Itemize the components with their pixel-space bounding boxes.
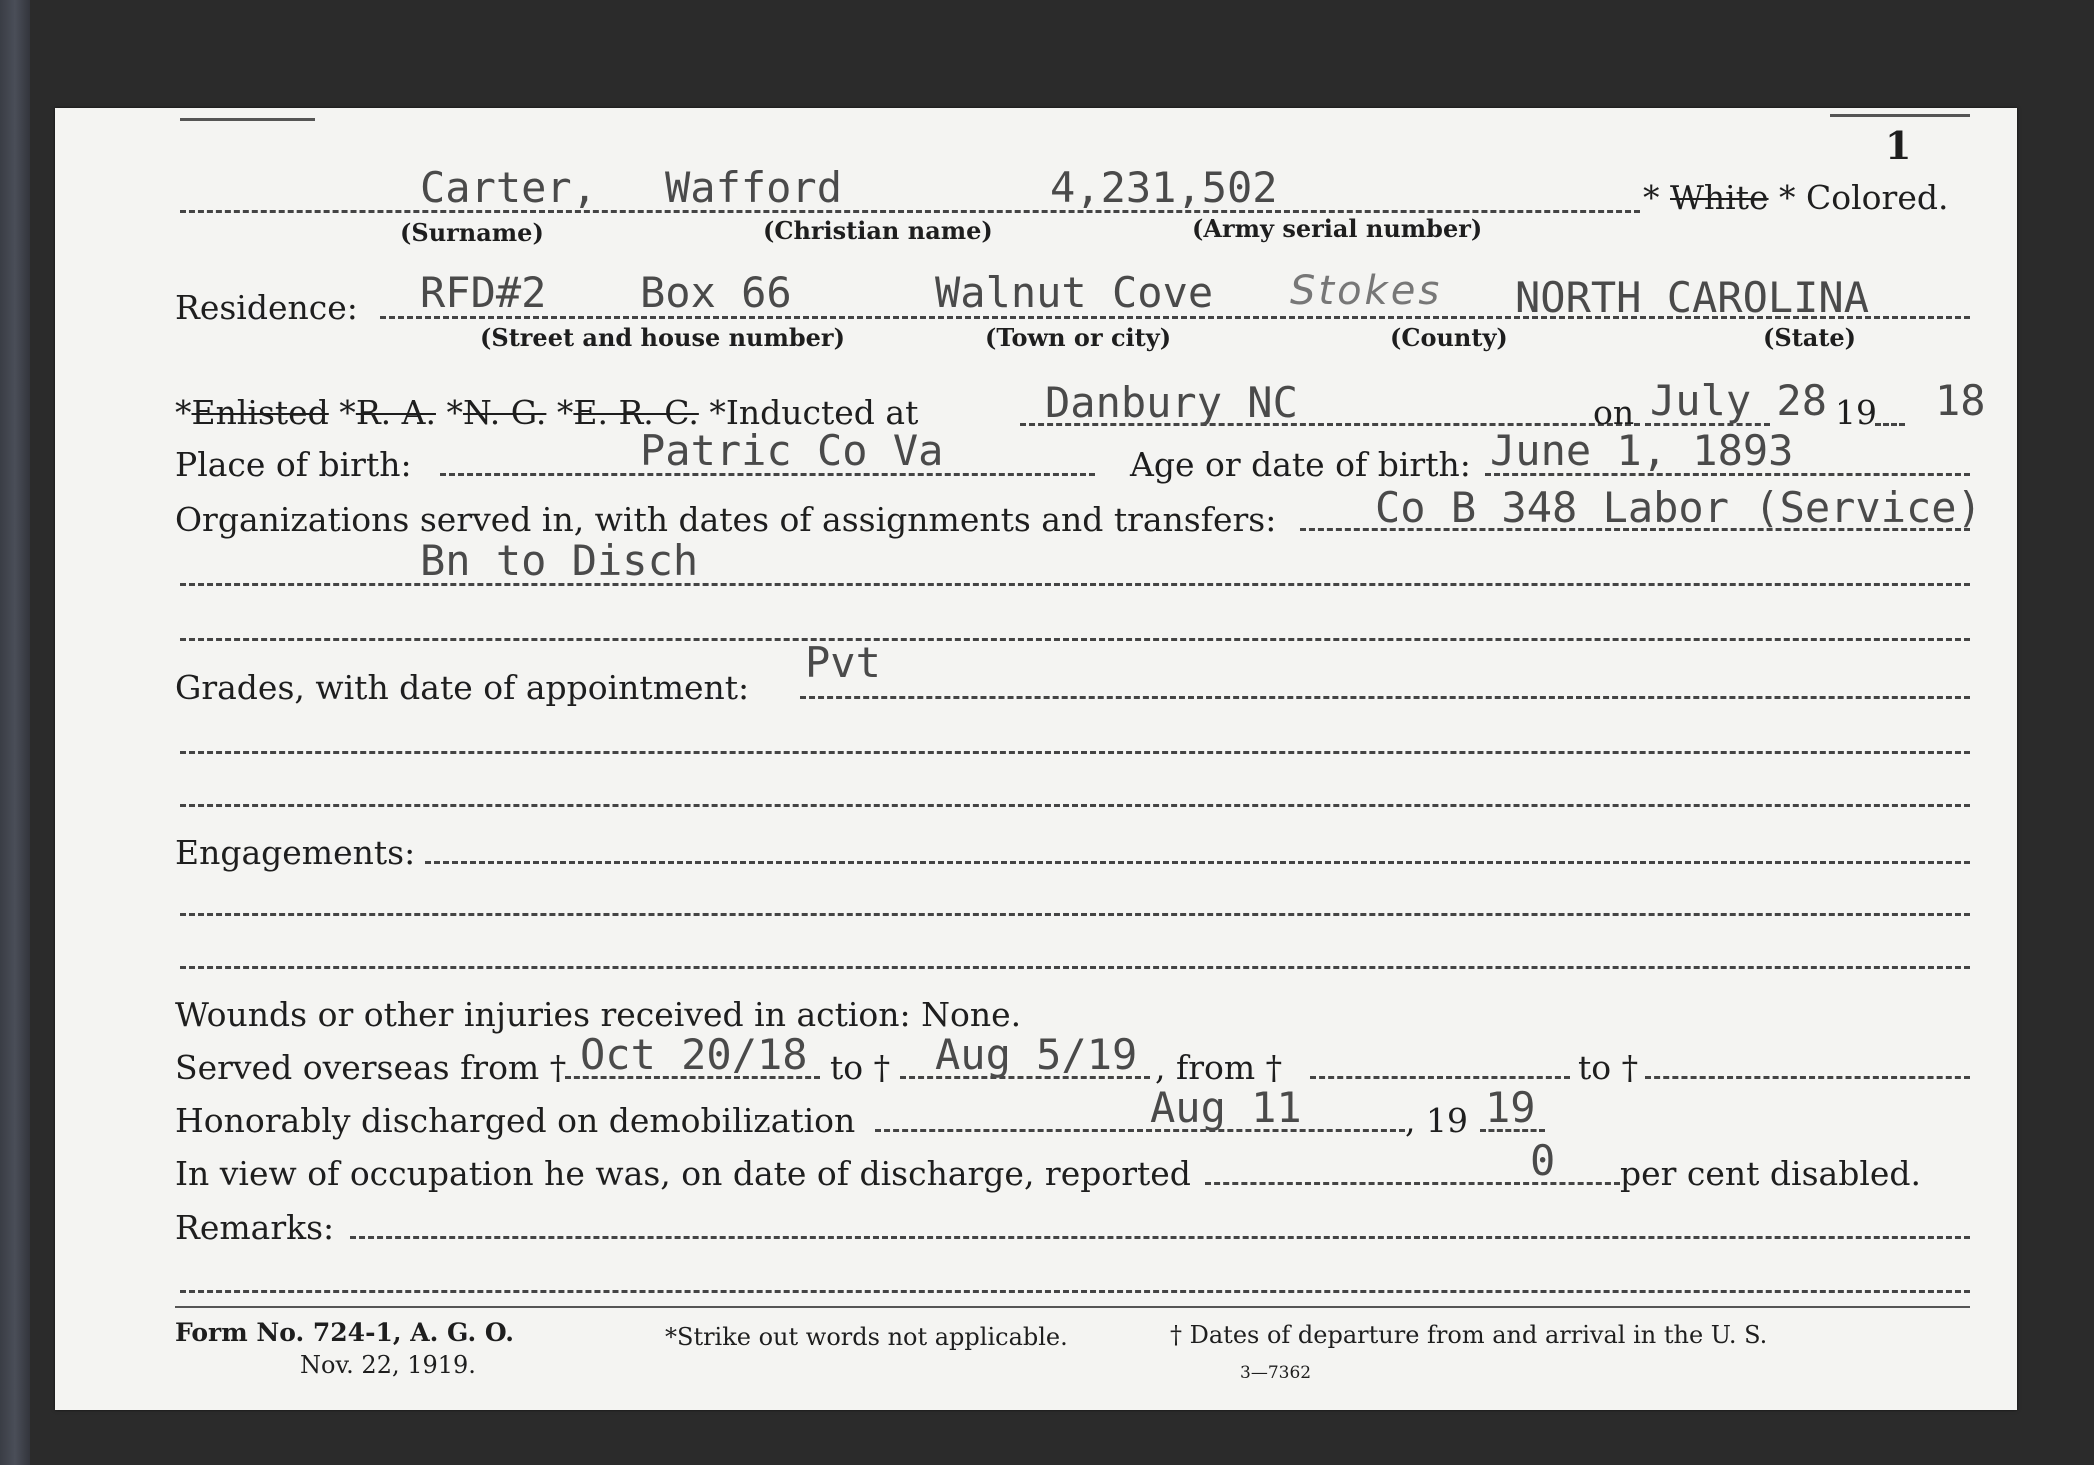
footer-rule: [175, 1306, 1970, 1308]
engagements-line: [425, 861, 1970, 864]
race-field: * White * Colored.: [1643, 178, 1949, 217]
wounds-field: [175, 995, 1021, 1034]
strike-note: *Strike out words not applicable.: [665, 1323, 1068, 1351]
disabled-pct: 0: [1530, 1136, 1556, 1185]
overseas-from2-line: [1310, 1076, 1570, 1079]
grades-label: Grades, with date of appointment:: [175, 668, 750, 707]
dates-note: † Dates of departure from and arrival in the U. S.: [1170, 1321, 1768, 1349]
engagements-label: Engagements:: [175, 833, 416, 872]
residence-county: Stokes: [1290, 268, 1443, 314]
enlisted-struck: Enlisted: [191, 393, 329, 432]
overseas-from2-label: , from †: [1155, 1048, 1283, 1087]
overseas-label: Served overseas from †: [175, 1048, 567, 1087]
surname-value: Carter,: [420, 163, 598, 212]
year-line: [1875, 423, 1905, 426]
birthdate-label: Age or date of birth:: [1130, 445, 1471, 484]
disabled-suffix: per cent disabled.: [1620, 1154, 1922, 1193]
inducted-year: 18: [1935, 376, 1986, 425]
race-colored: Colored.: [1806, 178, 1949, 217]
birthplace-label: Place of birth:: [175, 445, 412, 484]
grades-line-3: [180, 804, 1970, 807]
residence-town: Walnut Cove: [935, 268, 1214, 317]
grade-value: Pvt: [805, 638, 881, 687]
remarks-line-2: [180, 1290, 1970, 1293]
disabled-line: [1205, 1182, 1620, 1185]
remarks-line: [350, 1236, 1970, 1239]
state-caption: (State): [1763, 323, 1857, 352]
binder-edge: [0, 0, 30, 1465]
inducted-label: *Inducted at: [709, 393, 919, 432]
residence-street: RFD#2: [420, 268, 547, 317]
wounds-label: Wounds or other injuries received in action:: [175, 995, 911, 1034]
grades-line-2: [180, 751, 1970, 754]
inducted-place: Danbury NC: [1045, 378, 1298, 427]
serial-number-value: 4,231,502: [1050, 163, 1278, 212]
engagements-line-3: [180, 966, 1970, 969]
inducted-date: July 28: [1650, 376, 1828, 425]
enlistment-types: *Enlisted *R. A. *N. G. *E. R. C. *Inducted at: [175, 393, 919, 432]
erc-struck: E. R. C.: [573, 393, 699, 432]
record-card: [55, 108, 2017, 1410]
orgs-line-3: [180, 638, 1970, 641]
birthdate-value: June 1, 1893: [1490, 426, 1794, 475]
form-date: Nov. 22, 1919.: [300, 1351, 476, 1379]
orgs-value-2: Bn to Disch: [420, 536, 699, 585]
card-number: 1: [1885, 123, 1912, 168]
overseas-to-label: to †: [830, 1048, 891, 1087]
overseas-from: Oct 20/18: [580, 1030, 808, 1079]
discharge-label: Honorably discharged on demobilization: [175, 1101, 856, 1140]
orgs-label: Organizations served in, with dates of assignments and transfers:: [175, 500, 1277, 539]
residence-box: Box 66: [640, 268, 792, 317]
birthplace-value: Patric Co Va: [640, 426, 944, 475]
discharge-date: Aug 11: [1150, 1083, 1302, 1132]
top-rule: [180, 118, 315, 121]
on-label: on: [1593, 393, 1635, 432]
overseas-to: Aug 5/19: [935, 1030, 1138, 1079]
serial-caption: (Army serial number): [1192, 214, 1483, 243]
discharge-line: [875, 1129, 1405, 1132]
wounds-value: None.: [921, 995, 1022, 1034]
overseas-to2-label: to †: [1578, 1048, 1639, 1087]
race-white: White: [1670, 178, 1769, 217]
print-code: 3—7362: [1240, 1363, 1312, 1383]
form-number: Form No. 724-1, A. G. O.: [175, 1318, 514, 1347]
surname-caption: (Surname): [400, 218, 544, 247]
grades-line: [800, 696, 1970, 699]
orgs-value-1: Co B 348 Labor (Service): [1375, 483, 1982, 532]
christian-name-caption: (Christian name): [763, 216, 993, 245]
engagements-line-2: [180, 913, 1970, 916]
overseas-to2-line: [1645, 1076, 1970, 1079]
ng-struck: N. G.: [462, 393, 547, 432]
top-right-rule: [1830, 114, 1970, 117]
remarks-label: Remarks:: [175, 1208, 335, 1247]
ra-struck: R. A.: [355, 393, 436, 432]
county-caption: (County): [1390, 323, 1508, 352]
residence-label: Residence:: [175, 288, 358, 327]
year-prefix: 19: [1835, 393, 1877, 432]
name-line: [180, 210, 1640, 213]
christian-name-value: Wafford: [665, 163, 843, 212]
discharge-comma: , 19: [1405, 1101, 1468, 1140]
disabled-label: In view of occupation he was, on date of discharge, reported: [175, 1154, 1191, 1193]
street-caption: (Street and house number): [480, 323, 845, 352]
discharge-year: 19: [1485, 1083, 1536, 1132]
residence-state: NORTH CAROLINA: [1515, 273, 1870, 322]
town-caption: (Town or city): [985, 323, 1172, 352]
